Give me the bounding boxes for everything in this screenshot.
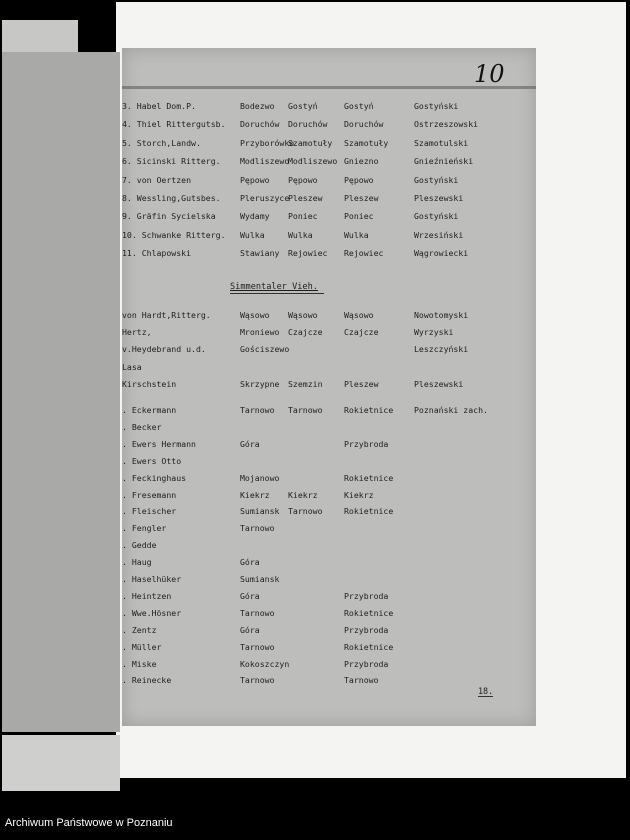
table-cell: Góra — [240, 624, 260, 635]
table-cell: Góra — [240, 438, 260, 449]
table-cell: Szamotuły — [344, 137, 389, 148]
table-cell: Hertz, — [122, 327, 152, 338]
table-cell: 10. Schwanke Ritterg. — [122, 229, 226, 240]
table-cell: Pępowo — [344, 174, 374, 185]
archive-watermark: Archiwum Państwowe w Poznaniu — [5, 817, 173, 829]
table-cell: Wąsowo — [288, 310, 318, 320]
table-cell: Gniezno — [344, 156, 379, 167]
table-cell: Rokietnice — [344, 641, 394, 652]
table-row — [122, 606, 536, 620]
table-cell: 3. Habel Dom.P. — [122, 101, 196, 111]
table-row — [122, 308, 536, 322]
table-cell: . Haug — [122, 557, 152, 568]
table-cell: Wyrzyski — [414, 327, 454, 338]
table-row — [122, 673, 536, 687]
table-cell: Tarnowo — [240, 523, 275, 534]
table-row — [122, 437, 536, 451]
table-cell: 8. Wessling,Gutsbes. — [122, 193, 221, 203]
table-cell: Czajcze — [344, 327, 379, 338]
table-cell: . Gedde — [122, 540, 157, 551]
left-sheet-bottom — [2, 735, 120, 791]
table-cell: Wągrowiecki — [414, 248, 469, 259]
table-cell: . Becker — [122, 421, 162, 432]
table-cell: Tarnowo — [240, 405, 275, 415]
table-cell: Kokoszczyn — [240, 658, 290, 669]
table-row — [122, 589, 536, 603]
table-cell: Szamotulski — [414, 137, 469, 148]
table-cell: Czajcze — [288, 327, 323, 338]
table-cell: Gostyń — [344, 101, 374, 111]
table-row — [122, 555, 536, 569]
table-cell: Tarnowo — [240, 641, 275, 652]
table-cell: Sumiansk — [240, 574, 280, 584]
table-cell: Pleszew — [344, 193, 379, 203]
table-cell: Gostyński — [414, 211, 459, 222]
table-cell: Rokietnice — [344, 607, 394, 618]
page-number: 10 — [474, 60, 505, 88]
table-cell: Tarnowo — [288, 405, 323, 415]
table-cell: 5. Storch,Landw. — [122, 137, 201, 148]
table-cell: Ostrzeszowski — [414, 119, 479, 130]
table-row — [122, 454, 536, 468]
table-cell: Tarnowo — [288, 506, 323, 517]
table-cell: 11. Chlapowski — [122, 248, 192, 259]
footer-number: 18. — [478, 686, 494, 696]
table-cell: Kiekrz — [344, 489, 374, 500]
table-cell: Wydamy — [240, 211, 270, 222]
table-row — [122, 325, 536, 339]
table-cell: Nowotomyski — [414, 310, 469, 320]
table-cell: . Fresemann — [122, 489, 177, 500]
table-cell: . Wwe.Hösner — [122, 607, 182, 618]
table-cell: 9. Gräfin Sycielska — [122, 211, 216, 222]
table-cell: . Feckinghaus — [122, 472, 187, 483]
table-cell: 6. Sicinski Ritterg. — [122, 156, 221, 167]
table-row — [122, 471, 536, 485]
table-cell: . Müller — [122, 641, 162, 652]
table-cell: Pleszewski — [414, 378, 464, 389]
table-cell: Wulka — [344, 229, 369, 240]
table-cell: . Miske — [122, 658, 157, 669]
table-cell: Kiekrz — [240, 489, 270, 500]
table-row — [122, 623, 536, 637]
table-cell: Przyborówko — [240, 137, 295, 148]
table-cell: Poniec — [344, 211, 374, 222]
table-cell: . Fleischer — [122, 506, 177, 517]
table-row — [122, 504, 536, 518]
table-row — [122, 154, 536, 168]
table-cell: v.Heydebrand u.d. — [122, 344, 206, 355]
table-cell: Rokietnice — [344, 472, 394, 483]
table-cell: Wąsowo — [344, 310, 374, 320]
table-cell: Rokietnice — [344, 405, 394, 415]
table-cell: Wulka — [240, 229, 265, 240]
table-cell: Pleruszyce — [240, 193, 290, 203]
table-cell: . Eckermann — [122, 405, 177, 415]
table-cell: Rejowiec — [344, 248, 384, 259]
table-cell: . Heintzen — [122, 590, 172, 601]
table-cell: Sumiansk — [240, 506, 280, 517]
table-cell: Pleszew — [288, 193, 323, 203]
table-cell: Poznański zach. — [414, 405, 488, 415]
table-cell: Lasa — [122, 361, 142, 372]
table-cell: Modliszewo — [288, 156, 338, 167]
table-cell: Pleszew — [344, 378, 379, 389]
table-cell: Leszczyński — [414, 344, 469, 355]
table-cell: Wrzesiński — [414, 229, 464, 240]
table-cell: Poniec — [288, 211, 318, 222]
table-cell: Stawiany — [240, 248, 280, 259]
table-cell: Przybroda — [344, 590, 389, 601]
table-cell: Kiekrz — [288, 489, 318, 500]
table-cell: Góra — [240, 557, 260, 568]
table-cell: Tarnowo — [240, 607, 275, 618]
table-cell: . Ewers Hermann — [122, 438, 196, 449]
table-row — [122, 191, 536, 205]
table-cell: Góra — [240, 590, 260, 601]
table-cell: 7. von Oertzen — [122, 174, 192, 185]
table-row — [122, 360, 536, 374]
table-cell: Pępowo — [240, 174, 270, 185]
table-cell: Doruchów — [344, 119, 384, 130]
table-row — [122, 538, 536, 552]
table-row — [122, 117, 536, 131]
table-cell: von Hardt,Ritterg. — [122, 310, 211, 320]
table-row — [122, 342, 536, 356]
table-row — [122, 488, 536, 502]
left-sheet — [2, 52, 120, 732]
table-row — [122, 420, 536, 434]
table-cell: Szamotuły — [288, 137, 333, 148]
section-heading: Simmentaler Vieh. — [230, 282, 324, 294]
table-cell: Mroniewo — [240, 327, 280, 338]
table-cell: Modliszewo — [240, 156, 290, 167]
table-row — [122, 403, 536, 417]
table-cell: Rokietnice — [344, 506, 394, 517]
table-cell: Mojanowo — [240, 472, 280, 483]
table-cell: . Reinecke — [122, 675, 172, 686]
table-cell: Gostyń — [288, 101, 318, 111]
table-cell: Wąsowo — [240, 310, 270, 320]
table-cell: Szemzin — [288, 378, 323, 389]
table-row — [122, 657, 536, 671]
table-row — [122, 209, 536, 223]
table-cell: Gnieźnieński — [414, 156, 474, 167]
table-row — [122, 99, 536, 113]
table-cell: Kirschstein — [122, 378, 177, 389]
table-cell: Rejowiec — [288, 248, 328, 259]
table-cell: . Haselhüker — [122, 574, 182, 584]
table-cell: Gostyński — [414, 174, 459, 185]
table-row — [122, 521, 536, 535]
table-row — [122, 246, 536, 260]
table-cell: Bodezwo — [240, 101, 275, 111]
table-cell: Przybroda — [344, 624, 389, 635]
table-row — [122, 173, 536, 187]
table-cell: . Ewers Otto — [122, 455, 182, 466]
table-cell: . Fengler — [122, 523, 167, 534]
table-cell: Gościszewo — [240, 344, 290, 355]
table-cell: Pępowo — [288, 174, 318, 185]
table-cell: 4. Thiel Rittergutsb. — [122, 119, 226, 130]
table-cell: Przybroda — [344, 658, 389, 669]
table-cell: Skrzypne — [240, 378, 280, 389]
table-cell: Pleszewski — [414, 193, 464, 203]
table-cell: Doruchów — [288, 119, 328, 130]
table-cell: Doruchów — [240, 119, 280, 130]
table-cell: Wulka — [288, 229, 313, 240]
document-page — [122, 48, 536, 726]
table-cell: Przybroda — [344, 438, 389, 449]
table-row — [122, 136, 536, 150]
table-cell: Tarnowo — [344, 675, 379, 686]
table-cell: Gostyński — [414, 101, 459, 111]
table-row — [122, 640, 536, 654]
table-cell: Tarnowo — [240, 675, 275, 686]
table-row — [122, 572, 536, 586]
table-row — [122, 377, 536, 391]
table-cell: . Zentz — [122, 624, 157, 635]
table-row — [122, 228, 536, 242]
left-sheet-tab — [2, 20, 78, 52]
